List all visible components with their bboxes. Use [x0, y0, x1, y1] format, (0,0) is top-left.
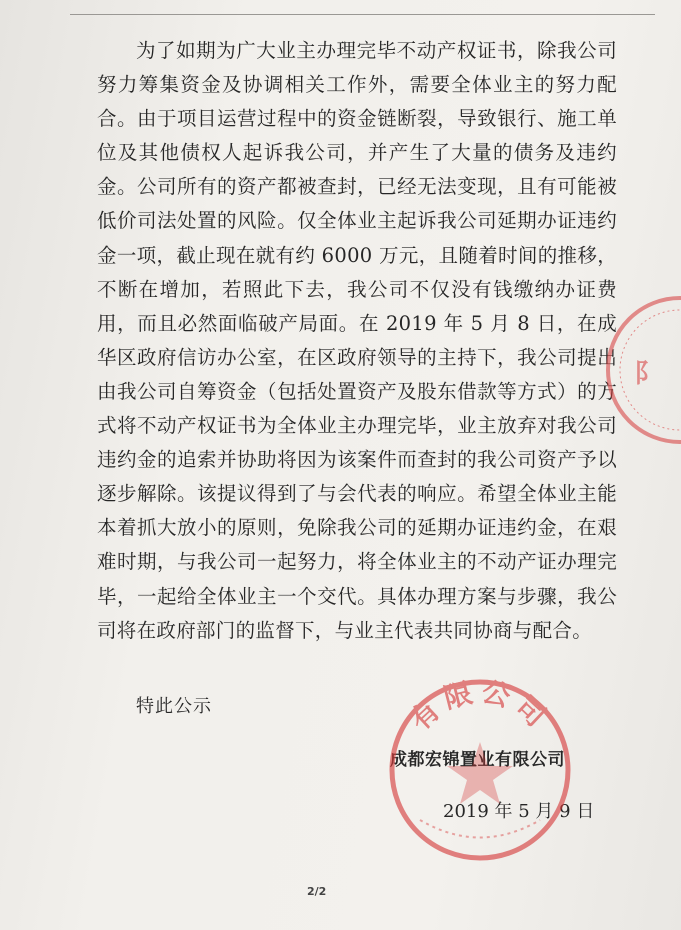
page-number: 2/2 — [307, 885, 327, 898]
edge-seal-text: 阝 — [634, 359, 661, 389]
svg-text:有限公司 — [403, 675, 556, 737]
signature-date: 2019 年 5 月 9 日 — [443, 801, 595, 822]
top-divider — [70, 14, 655, 15]
company-seal-icon — [380, 670, 580, 870]
closing-notice: 特此公示 — [136, 696, 212, 717]
signature-company: 成都宏锦置业有限公司 — [390, 750, 565, 770]
seal-text: 有限公司 — [403, 674, 557, 738]
body-paragraph: 为了如期为广大业主办理完毕不动产权证书，除我公司努力筹集资金及协调相关工作外，需要全体业主的努力配合。由于项目运营过程中的资金链断裂，导致银行、施工单位及其他债权人起诉我公司，并产生了大量的债务及违约金。公司所有的资产都被查封，已经无法变现，且有可能被低价司法处置的风险。仅全体业主起诉我公司延期办证违约金一项，截止现在就有约 6000 万元，且随着时间的推移，不断在增加，若照此下去，我公司不仅没有钱缴纳办证费用，而且必然面临破产局面。在 2019 年 5 月 8 日，在成华区政府信访办公室，在区政府领导的主持下，我公司提出由我公司自筹资金（包括处置资产及股东借款等方式）的方式将不动产权证书为全体业主办理完毕，业主放弃对我公司违约金的追索并协助将因为该案件而查封的我公司资产予以逐步解除。该提议得到了与会代表的响应。希望全体业主能本着抓大放小的原则，免除我公司的延期办证违约金，在艰难时期，与我公司一起努力，将全体业主的不动产证办理完毕，一起给全体业主一个交代。具体办理方案与步骤，我公司将在政府部门的监督下，与业主代表共同协商与配合。 — [97, 39, 617, 642]
